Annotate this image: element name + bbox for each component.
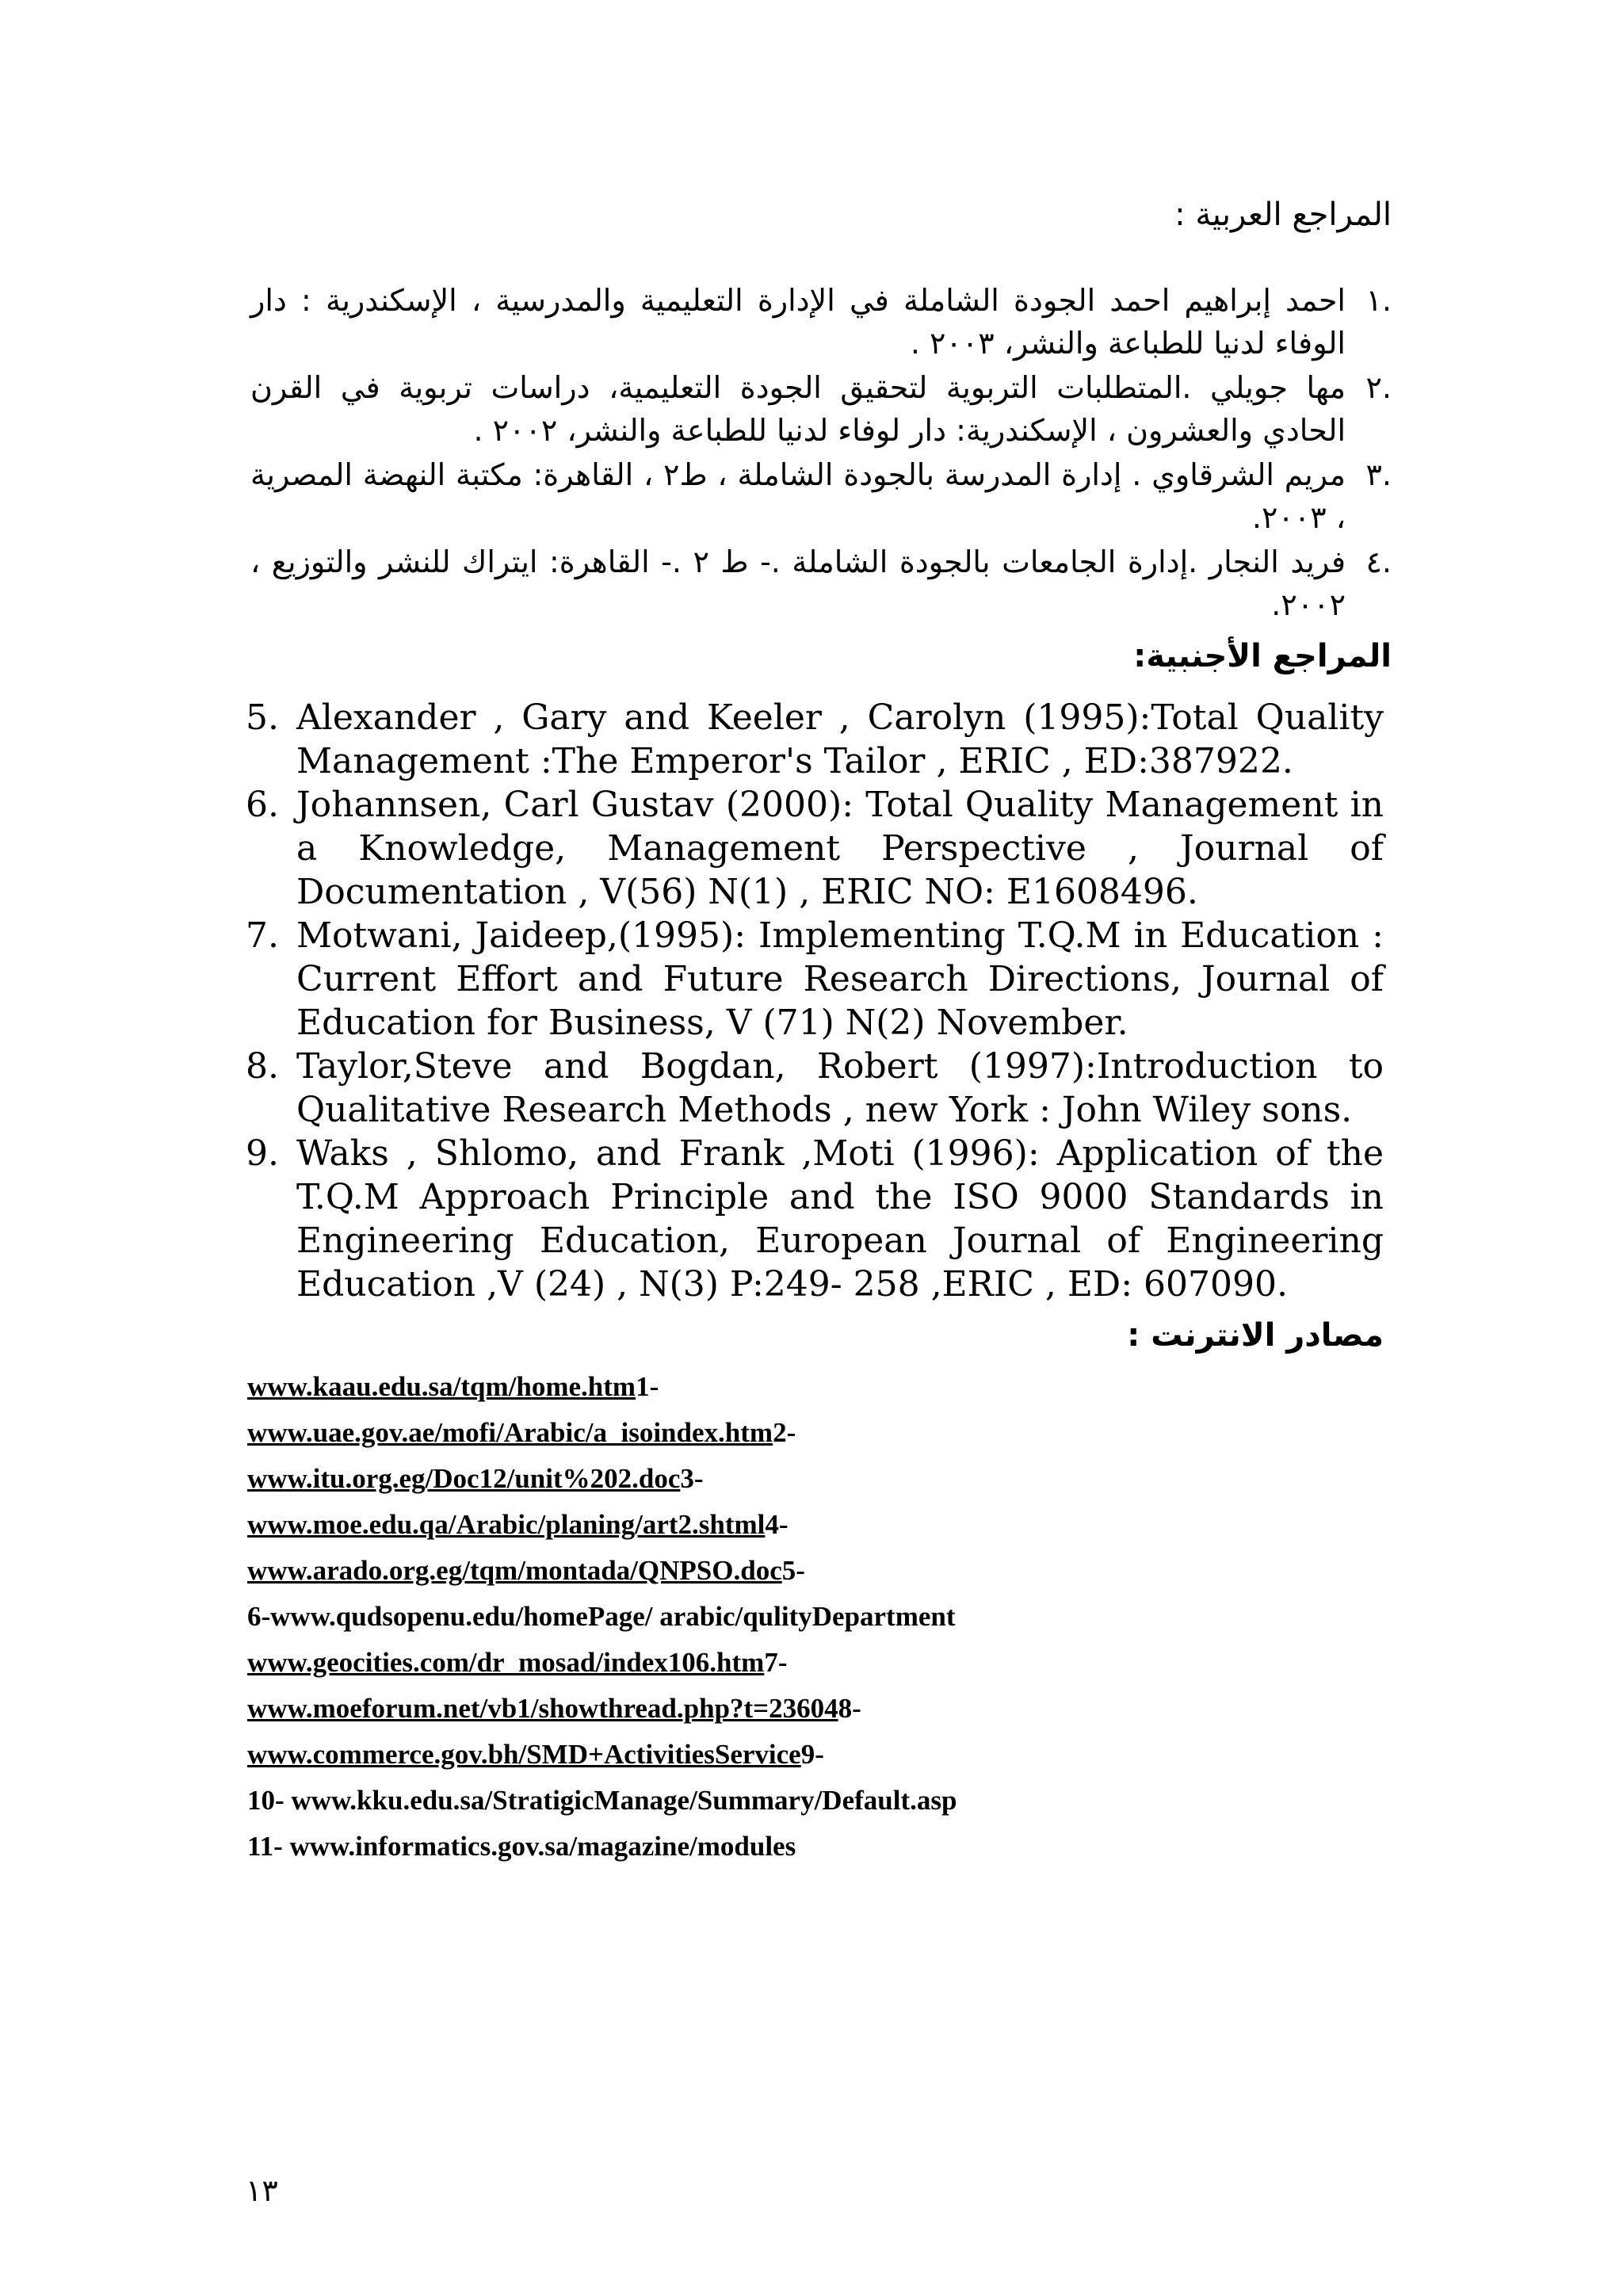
- arabic-reference-item: [250, 541, 1392, 626]
- foreign-reference-item: [246, 783, 1384, 914]
- internet-source-item: [247, 1555, 1381, 1601]
- reference-number: .٢: [1365, 370, 1392, 405]
- reference-number: 5.: [246, 697, 279, 738]
- link-suffix: 9-: [800, 1739, 824, 1770]
- link-prefix: 6-www.qudsopenu.edu/homePage/ arabic/qulityDepartment: [247, 1601, 956, 1632]
- arabic-references-list: [250, 279, 1392, 628]
- link-suffix: 4-: [765, 1509, 789, 1540]
- foreign-references-list: [246, 696, 1384, 1306]
- foreign-reference-item: [246, 1132, 1384, 1306]
- source-link[interactable]: www.kaau.edu.sa/tqm/home.htm: [247, 1371, 636, 1402]
- link-prefix: 11- www.informatics.gov.sa/magazine/modules: [247, 1831, 796, 1862]
- foreign-reference-item: [246, 914, 1384, 1045]
- reference-text: Waks , Shlomo, and Frank ,Moti (1996): Application of the T.Q.M Approach Principle and the ISO 9000 Standards in Engineering Education, European Journal of Engineering Education ,V (24) , N(3) P:249- 258 ,ERIC , ED: 607090.: [296, 1133, 1384, 1305]
- reference-text: احمد إبراهيم احمد الجودة الشاملة في الإدارة التعليمية والمدرسية ، الإسكندرية : دار الوفاء لدنيا للطباعة والنشر، ٢٠٠٣ .: [250, 283, 1346, 361]
- internet-source-item: [247, 1647, 1381, 1693]
- link-suffix: 8-: [838, 1693, 861, 1724]
- reference-text: Motwani, Jaideep,(1995): Implementing T.Q.M in Education : Current Effort and Future Research Directions, Journal of Education for Business, V (71) N(2) November.: [296, 915, 1384, 1043]
- internet-source-item: [247, 1601, 1381, 1647]
- reference-text: Taylor,Steve and Bogdan, Robert (1997):Introduction to Qualitative Research Methods , new York : John Wiley sons.: [296, 1046, 1384, 1130]
- arabic-reference-item: [250, 453, 1392, 539]
- internet-sources-list: [247, 1371, 1381, 1877]
- reference-text: Alexander , Gary and Keeler , Carolyn (1995):Total Quality Management :The Emperor's Tailor , ERIC , ED:387922.: [296, 697, 1384, 781]
- internet-source-item: [247, 1693, 1381, 1739]
- arabic-reference-item: [250, 279, 1392, 365]
- internet-source-item: [247, 1739, 1381, 1785]
- foreign-reference-item: [246, 1045, 1384, 1132]
- foreign-references-heading: المراجع الأجنبية:: [1133, 638, 1392, 674]
- foreign-reference-item: [246, 696, 1384, 783]
- link-suffix: 3-: [680, 1463, 704, 1494]
- link-suffix: 5-: [781, 1555, 805, 1586]
- link-prefix: 10- www.kku.edu.sa/StratigicManage/Summary/Default.asp: [247, 1785, 957, 1816]
- internet-source-item: [247, 1509, 1381, 1555]
- reference-number: 9.: [246, 1133, 279, 1174]
- reference-number: 8.: [246, 1046, 279, 1087]
- reference-number: 6.: [246, 785, 279, 825]
- reference-number: .٤: [1365, 544, 1392, 579]
- source-link[interactable]: www.itu.org.eg/Doc12/unit%202.doc: [247, 1463, 681, 1494]
- reference-text: Johannsen, Carl Gustav (2000): Total Quality Management in a Knowledge, Management Perspective , Journal of Documentation , V(56) N(1) , ERIC NO: E1608496.: [296, 785, 1384, 912]
- internet-source-item: [247, 1371, 1381, 1417]
- internet-sources-heading: مصادر الانترنت :: [1127, 1317, 1384, 1354]
- page-number: ١٣: [246, 2173, 278, 2208]
- arabic-references-heading: المراجع العربية :: [1174, 197, 1392, 233]
- source-link[interactable]: www.uae.gov.ae/mofi/Arabic/a_isoindex.htm: [247, 1417, 773, 1448]
- source-link[interactable]: www.commerce.gov.bh/SMD+ActivitiesService: [247, 1739, 801, 1770]
- link-suffix: 7-: [764, 1647, 788, 1678]
- reference-number: 7.: [246, 915, 279, 956]
- reference-number: .١: [1365, 283, 1392, 318]
- reference-number: .٣: [1365, 457, 1392, 492]
- reference-text: مها جويلي .المتطلبات التربوية لتحقيق الجودة التعليمية، دراسات تربوية في القرن الحادي والعشرون ، الإسكندرية: دار لوفاء لدنيا للطباعة والنشر، ٢٠٠٢ .: [250, 370, 1346, 448]
- internet-source-item: [247, 1785, 1381, 1831]
- source-link[interactable]: www.geocities.com/dr_mosad/index106.htm: [247, 1647, 765, 1678]
- internet-source-item: [247, 1831, 1381, 1877]
- source-link[interactable]: www.arado.org.eg/tqm/montada/QNPSO.doc: [247, 1555, 782, 1586]
- source-link[interactable]: www.moe.edu.qa/Arabic/planing/art2.shtml: [247, 1509, 766, 1540]
- internet-source-item: [247, 1463, 1381, 1509]
- arabic-reference-item: [250, 366, 1392, 452]
- internet-source-item: [247, 1417, 1381, 1463]
- link-suffix: 2-: [773, 1417, 796, 1448]
- reference-text: مريم الشرقاوي . إدارة المدرسة بالجودة الشاملة ، ط٢ ، القاهرة: مكتبة النهضة المصرية ، ٢٠٠٣.: [250, 457, 1346, 535]
- reference-text: فريد النجار .إدارة الجامعات بالجودة الشاملة .- ط ٢ .- القاهرة: ايتراك للنشر والتوزيع ، ٢٠٠٢.: [250, 544, 1346, 622]
- link-suffix: 1-: [636, 1371, 659, 1402]
- source-link[interactable]: www.moeforum.net/vb1/showthread.php?t=23604: [247, 1693, 838, 1724]
